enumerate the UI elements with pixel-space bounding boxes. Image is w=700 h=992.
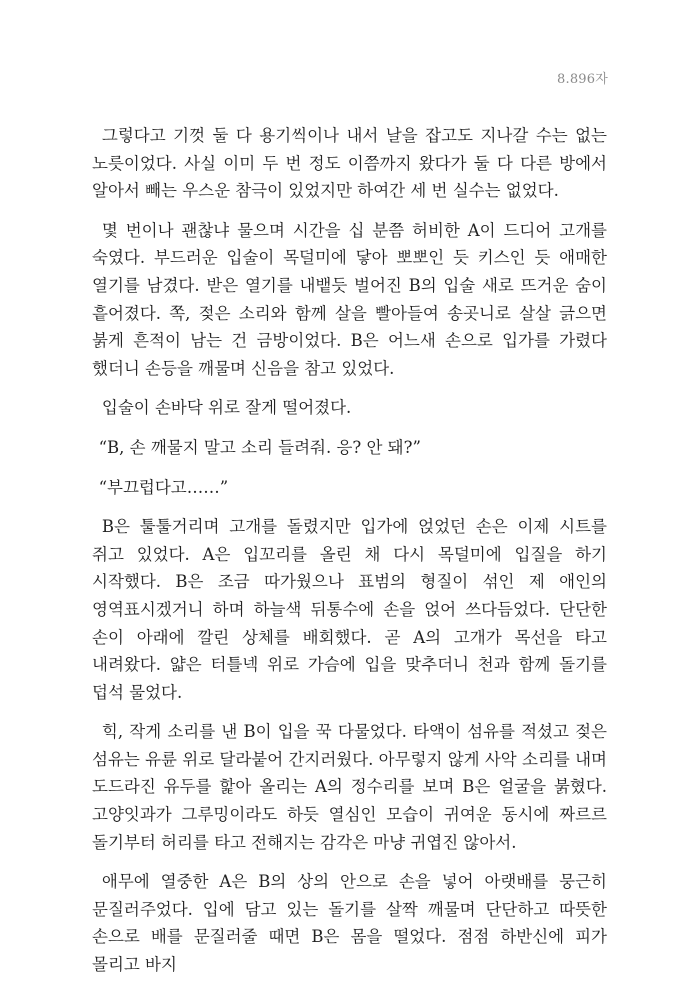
paragraph: B은 툴툴거리며 고개를 돌렸지만 입가에 얹었던 손은 이제 시트를 쥐고 있었다. A은 입꼬리를 올린 채 다시 목덜미에 입질을 하기 시작했다. B은 조금 따가웠으나 표범의 형질이 섞인 제 애인의 영역표시겠거니 하며 하늘색 뒤통수에 손을 얹어 쓰다듬었다. 단단한 손이 아래에 깔린 상체를 배회했다. 곧 A의 고개가 목선을 타고 내려왔다. 얇은 터틀넥 위로 가슴에 입을 맞추더니 천과 함께 돌기를 덥석 물었다.: [92, 517, 607, 702]
dialogue-line: “B, 손 깨물지 말고 소리 들려줘. 응? 안 돼?”: [98, 437, 421, 457]
story-text: [92, 122, 607, 991]
paragraph: 힉, 작게 소리를 낸 B이 입을 꾹 다물었다. 타액이 섬유를 적셨고 젖은 섬유는 유륜 위로 달라붙어 간지러웠다. 아무렇지 않게 사악 소리를 내며 도드라진 유두를 핥아 올리는 A의 정수리를 보며 B은 얼굴을 붉혔다. 고양잇과가 그루밍이라도 하듯 열심인 모습이 귀여운 동시에 짜르르 돌기부터 허리를 타고 전해지는 감각은 마냥 귀엽진 않아서.: [92, 722, 607, 852]
paragraph: 입술이 손바닥 위로 잘게 떨어졌다.: [101, 398, 352, 418]
paragraph: 몇 번이나 괜찮냐 물으며 시간을 십 분쯤 허비한 A이 드디어 고개를 숙였다. 부드러운 입술이 목덜미에 닿아 뽀뽀인 듯 키스인 듯 애매한 열기를 남겼다. 받은 열기를 내뱉듯 벌어진 B의 입술 새로 뜨거운 숨이 흩어졌다. 쪽, 젖은 소리와 함께 살을 빨아들여 송곳니로 살살 긁으면 붉게 흔적이 남는 건 금방이었다. B은 어느새 손으로 입가를 가렸다 했더니 손등을 깨물며 신음을 참고 있었다.: [92, 220, 607, 378]
paragraph: 그렇다고 기껏 둘 다 용기씩이나 내서 날을 잡고도 지나갈 수는 없는 노릇이었다. 사실 이미 두 번 정도 이쯤까지 왔다가 둘 다 다른 방에서 알아서 빼는 우스운 참극이 있었지만 하여간 세 번 실수는 없었다.: [92, 126, 607, 201]
paragraph: 애무에 열중한 A은 B의 상의 안으로 손을 넣어 아랫배를 뭉근히 문질러주었다. 입에 담고 있는 돌기를 살짝 깨물며 단단하고 따뜻한 손으로 배를 문질러줄 때면 B은 몸을 떨었다. 점점 하반신에 피가 몰리고 바지: [92, 872, 607, 975]
dialogue-line: “부끄럽다고……”: [98, 477, 229, 497]
char-count-label: 8.896자: [557, 72, 608, 87]
